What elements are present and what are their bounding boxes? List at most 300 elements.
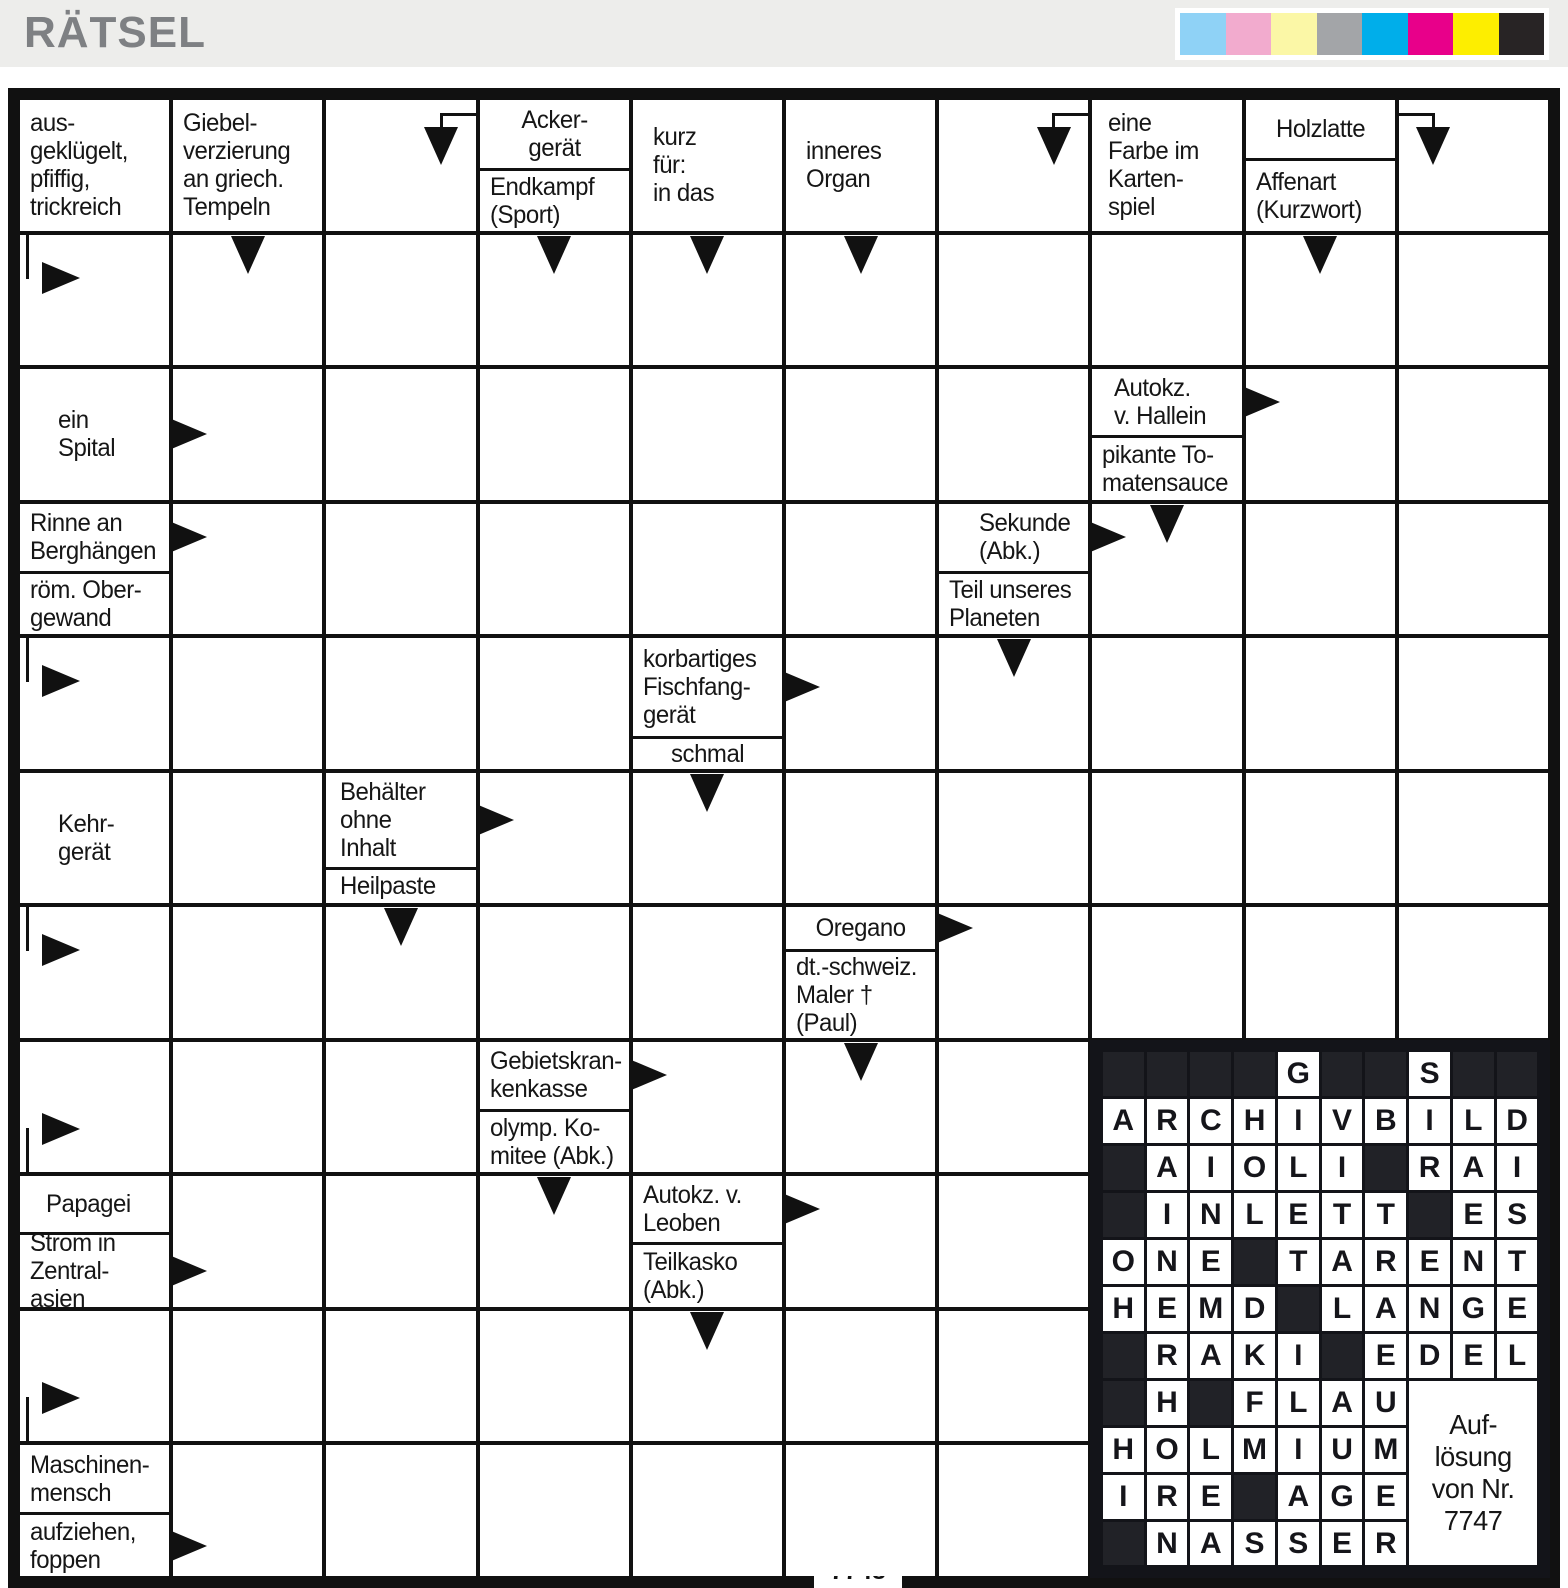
solution-cell: A bbox=[1453, 1146, 1494, 1190]
clue-text: kurz bbox=[652, 123, 697, 152]
answer-cell[interactable] bbox=[939, 369, 1088, 500]
clue-text: Papagei bbox=[46, 1190, 131, 1219]
solution-cell: U bbox=[1365, 1381, 1406, 1425]
answer-cell[interactable] bbox=[939, 100, 1088, 231]
down-arrow-icon bbox=[384, 908, 418, 946]
clue-box bbox=[633, 739, 782, 769]
solution-black-cell bbox=[1103, 1334, 1144, 1378]
solution-cell: B bbox=[1365, 1099, 1406, 1143]
clue-box bbox=[1092, 100, 1257, 231]
clue-text: mitee (Abk.) bbox=[489, 1142, 614, 1171]
answer-cell[interactable] bbox=[633, 907, 782, 1038]
clue-text: korbartiges bbox=[642, 645, 757, 674]
clue-text: eine bbox=[1108, 109, 1152, 138]
answer-cell[interactable] bbox=[1399, 369, 1548, 500]
clue-text: Gebietskran- bbox=[489, 1047, 622, 1076]
solution-black-cell bbox=[1497, 1052, 1538, 1096]
clue-text: dt.-schweiz. bbox=[796, 953, 917, 982]
right-arrow-icon bbox=[782, 671, 820, 703]
right-arrow-icon bbox=[169, 1530, 207, 1562]
solution-cell: E bbox=[1278, 1193, 1319, 1237]
solution-cell: I bbox=[1409, 1099, 1450, 1143]
answer-cell[interactable] bbox=[1246, 773, 1395, 904]
answer-cell[interactable] bbox=[326, 1445, 475, 1576]
clue-text: kenkasse bbox=[489, 1075, 588, 1104]
elbow-line bbox=[26, 636, 29, 682]
clue-box bbox=[480, 100, 629, 168]
solution-cell: L bbox=[1278, 1381, 1319, 1425]
answer-cell[interactable] bbox=[786, 1445, 935, 1576]
solution-label bbox=[1409, 1381, 1537, 1566]
clue-text: Maler † bbox=[796, 981, 873, 1010]
clue-text: für: bbox=[652, 151, 686, 180]
solution-cell: E bbox=[1190, 1475, 1231, 1519]
clue-text: Kehr- bbox=[58, 809, 115, 838]
clue-text: gerät bbox=[642, 701, 696, 730]
answer-cell[interactable] bbox=[1092, 638, 1241, 769]
clue-text: an griech. bbox=[183, 165, 284, 194]
answer-cell[interactable] bbox=[480, 369, 629, 500]
clue-box bbox=[1092, 369, 1263, 435]
solution-black-cell bbox=[1103, 1052, 1144, 1096]
answer-cell[interactable] bbox=[20, 638, 169, 769]
solution-cell: A bbox=[1147, 1146, 1188, 1190]
solution-cell: A bbox=[1322, 1240, 1363, 1284]
clue-text: foppen bbox=[30, 1545, 101, 1574]
solution-cell: A bbox=[1278, 1475, 1319, 1519]
clue-box bbox=[1246, 161, 1405, 231]
solution-cell: L bbox=[1234, 1193, 1275, 1237]
clue-text: (Abk.) bbox=[979, 537, 1041, 566]
elbow-down-arrow-icon bbox=[1037, 127, 1071, 165]
clue-text: geklügelt, bbox=[30, 137, 128, 166]
clue-text: Spital bbox=[58, 434, 116, 463]
solution-cell: G bbox=[1322, 1475, 1363, 1519]
clue-text: Fischfang- bbox=[642, 673, 751, 702]
clue-text: pikante To- bbox=[1102, 440, 1215, 469]
clue-box bbox=[20, 100, 179, 231]
solution-cell: K bbox=[1234, 1334, 1275, 1378]
clue-text: Oregano bbox=[815, 914, 906, 943]
solution-cell: E bbox=[1365, 1475, 1406, 1519]
clue-text: röm. Ober- bbox=[30, 575, 142, 604]
clue-box bbox=[633, 1245, 792, 1307]
clue-box bbox=[480, 171, 639, 231]
answer-cell[interactable] bbox=[939, 773, 1088, 904]
solution-cell: A bbox=[1365, 1287, 1406, 1331]
solution-cell: I bbox=[1278, 1428, 1319, 1472]
answer-cell[interactable] bbox=[173, 1176, 322, 1307]
solution-cell: A bbox=[1190, 1334, 1231, 1378]
solution-cell: E bbox=[1453, 1193, 1494, 1237]
clue-text: Giebel- bbox=[183, 109, 258, 138]
clue-box bbox=[20, 1176, 195, 1232]
solution-cell: U bbox=[1322, 1428, 1363, 1472]
down-arrow-icon bbox=[690, 774, 724, 812]
answer-cell[interactable] bbox=[939, 235, 1088, 366]
solution-cell: T bbox=[1322, 1193, 1363, 1237]
answer-cell[interactable] bbox=[633, 504, 782, 635]
solution-black-cell bbox=[1234, 1240, 1275, 1284]
clue-box bbox=[1246, 100, 1395, 158]
solution-cell: I bbox=[1497, 1146, 1538, 1190]
answer-cell[interactable] bbox=[1399, 100, 1548, 231]
clue-text: gerät bbox=[58, 837, 111, 866]
solution-black-cell bbox=[1103, 1522, 1144, 1566]
solution-cell: E bbox=[1147, 1287, 1188, 1331]
clue-text: Planeten bbox=[949, 603, 1041, 632]
answer-cell[interactable] bbox=[1399, 773, 1548, 904]
answer-cell[interactable] bbox=[173, 1311, 322, 1442]
color-swatch bbox=[1317, 13, 1363, 55]
solution-cell: S bbox=[1234, 1522, 1275, 1566]
clue-box bbox=[326, 870, 489, 904]
solution-cell: A bbox=[1103, 1099, 1144, 1143]
elbow-right-arrow-icon bbox=[42, 1113, 80, 1145]
solution-black-cell bbox=[1147, 1052, 1188, 1096]
solution-cell: E bbox=[1409, 1240, 1450, 1284]
clue-text: in das bbox=[652, 179, 714, 208]
solution-cell: L bbox=[1497, 1334, 1538, 1378]
elbow-down-arrow-icon bbox=[424, 127, 458, 165]
down-arrow-icon bbox=[690, 236, 724, 274]
answer-cell[interactable] bbox=[1092, 773, 1241, 904]
solution-cell: D bbox=[1234, 1287, 1275, 1331]
clue-text: aus- bbox=[30, 109, 75, 138]
clue-text: Karten- bbox=[1108, 165, 1184, 194]
down-arrow-icon bbox=[231, 236, 265, 274]
clue-box bbox=[633, 100, 802, 231]
answer-cell[interactable] bbox=[939, 1042, 1088, 1173]
solution-cell: R bbox=[1365, 1522, 1406, 1566]
clue-text: mensch bbox=[30, 1478, 112, 1507]
solution-black-cell bbox=[1190, 1381, 1231, 1425]
solution-cell: T bbox=[1497, 1240, 1538, 1284]
clue-text: schmal bbox=[670, 739, 744, 768]
answer-cell[interactable] bbox=[326, 100, 475, 231]
answer-cell[interactable] bbox=[326, 369, 475, 500]
solution-label-text: Auf- bbox=[1449, 1409, 1498, 1441]
right-arrow-icon bbox=[935, 912, 973, 944]
solution-cell: O bbox=[1147, 1428, 1188, 1472]
answer-cell[interactable] bbox=[939, 1311, 1088, 1442]
solution-black-cell bbox=[1234, 1052, 1275, 1096]
answer-cell[interactable] bbox=[480, 638, 629, 769]
clue-text: Leoben bbox=[642, 1209, 721, 1238]
solution-black-cell bbox=[1190, 1052, 1231, 1096]
answer-cell[interactable] bbox=[480, 1311, 629, 1442]
solution-cell: I bbox=[1190, 1146, 1231, 1190]
clue-box bbox=[480, 1112, 639, 1173]
clue-text: trickreich bbox=[30, 193, 122, 222]
solution-black-cell bbox=[1278, 1287, 1319, 1331]
clue-text: Maschinen- bbox=[30, 1450, 150, 1479]
solution-cell: L bbox=[1190, 1428, 1231, 1472]
answer-cell[interactable] bbox=[1399, 235, 1548, 366]
solution-cell: N bbox=[1147, 1240, 1188, 1284]
answer-cell[interactable] bbox=[786, 638, 935, 769]
answer-cell[interactable] bbox=[786, 369, 935, 500]
clue-text: olymp. Ko- bbox=[489, 1114, 600, 1143]
clue-text: (Paul) bbox=[796, 1009, 858, 1038]
answer-cell[interactable] bbox=[20, 1042, 169, 1173]
clue-text: Teilkasko bbox=[642, 1248, 738, 1277]
clue-text: Affenart bbox=[1255, 167, 1336, 196]
solution-cell: D bbox=[1409, 1334, 1450, 1378]
solution-cell: G bbox=[1453, 1287, 1494, 1331]
answer-cell[interactable] bbox=[1092, 907, 1241, 1038]
down-arrow-icon bbox=[844, 236, 878, 274]
down-arrow-icon bbox=[537, 236, 571, 274]
solution-label-text: 7747 bbox=[1444, 1505, 1503, 1537]
solution-black-cell bbox=[1234, 1475, 1275, 1519]
color-swatch bbox=[1499, 13, 1545, 55]
solution-cell: I bbox=[1147, 1193, 1188, 1237]
solution-cell: E bbox=[1365, 1334, 1406, 1378]
elbow-line bbox=[26, 233, 29, 279]
right-arrow-icon bbox=[782, 1193, 820, 1225]
clue-box bbox=[633, 638, 792, 736]
answer-cell[interactable] bbox=[1246, 907, 1395, 1038]
solution-cell: L bbox=[1453, 1099, 1494, 1143]
solution-cell: E bbox=[1322, 1522, 1363, 1566]
answer-cell[interactable] bbox=[1399, 907, 1548, 1038]
answer-cell[interactable] bbox=[1399, 504, 1548, 635]
solution-cell: L bbox=[1322, 1287, 1363, 1331]
print-color-calibration-bar bbox=[1175, 8, 1549, 60]
clue-box bbox=[786, 952, 945, 1038]
solution-cell: I bbox=[1103, 1475, 1144, 1519]
elbow-line bbox=[26, 1128, 29, 1174]
clue-box bbox=[20, 574, 179, 635]
clue-box bbox=[20, 1445, 179, 1512]
solution-cell: E bbox=[1453, 1334, 1494, 1378]
clue-box bbox=[326, 773, 489, 867]
clue-box bbox=[633, 1176, 792, 1242]
color-swatch bbox=[1226, 13, 1272, 55]
clue-text: ein bbox=[58, 406, 89, 435]
elbow-line bbox=[1397, 113, 1435, 116]
answer-cell[interactable] bbox=[326, 504, 475, 635]
clue-text: gewand bbox=[30, 603, 112, 632]
solution-cell: N bbox=[1409, 1287, 1450, 1331]
answer-cell[interactable] bbox=[173, 638, 322, 769]
clue-box bbox=[786, 100, 955, 231]
clue-box bbox=[20, 504, 179, 571]
answer-cell[interactable] bbox=[786, 504, 935, 635]
clue-text: Teil unseres bbox=[949, 575, 1072, 604]
solution-black-cell bbox=[1453, 1052, 1494, 1096]
answer-cell[interactable] bbox=[326, 1311, 475, 1442]
solution-cell: M bbox=[1234, 1428, 1275, 1472]
answer-cell[interactable] bbox=[633, 1445, 782, 1576]
answer-cell[interactable] bbox=[173, 1042, 322, 1173]
clue-text: Autokz. bbox=[1114, 374, 1192, 403]
solution-cell: S bbox=[1278, 1522, 1319, 1566]
clue-text: Zentral- bbox=[30, 1257, 109, 1286]
solution-cell: I bbox=[1278, 1099, 1319, 1143]
clue-text: Acker- bbox=[520, 106, 588, 134]
answer-cell[interactable] bbox=[173, 907, 322, 1038]
clue-text: Endkampf bbox=[489, 172, 594, 201]
solution-black-cell bbox=[1365, 1052, 1406, 1096]
clue-text: verzierung bbox=[183, 137, 291, 166]
clue-box bbox=[939, 574, 1098, 635]
elbow-right-arrow-icon bbox=[42, 665, 80, 697]
solution-black-cell bbox=[1103, 1146, 1144, 1190]
solution-cell: F bbox=[1234, 1381, 1275, 1425]
solution-cell: E bbox=[1190, 1240, 1231, 1284]
solution-cell: D bbox=[1497, 1099, 1538, 1143]
clue-box bbox=[20, 1515, 179, 1576]
solution-cell: I bbox=[1278, 1334, 1319, 1378]
clue-text: v. Hallein bbox=[1114, 402, 1207, 431]
clue-box bbox=[480, 1042, 639, 1109]
clue-text: Strom in bbox=[30, 1229, 116, 1258]
solution-cell: R bbox=[1365, 1240, 1406, 1284]
solution-cell: A bbox=[1322, 1381, 1363, 1425]
clue-text: Autokz. v. bbox=[642, 1181, 742, 1210]
solution-cell: O bbox=[1103, 1240, 1144, 1284]
clue-text: gerät bbox=[528, 134, 581, 162]
clue-box bbox=[173, 100, 332, 231]
down-arrow-icon bbox=[844, 1043, 878, 1081]
answer-cell[interactable] bbox=[1092, 235, 1241, 366]
answer-cell[interactable] bbox=[326, 638, 475, 769]
color-swatch bbox=[1271, 13, 1317, 55]
solution-cell: S bbox=[1409, 1052, 1450, 1096]
answer-cell[interactable] bbox=[326, 1176, 475, 1307]
answer-cell[interactable] bbox=[1246, 638, 1395, 769]
solution-cell: G bbox=[1278, 1052, 1319, 1096]
solution-cell: R bbox=[1147, 1099, 1188, 1143]
down-arrow-icon bbox=[1303, 236, 1337, 274]
clue-text: (Sport) bbox=[489, 200, 560, 229]
color-swatch bbox=[1362, 13, 1408, 55]
answer-cell[interactable] bbox=[1246, 504, 1395, 635]
solution-cell: E bbox=[1497, 1287, 1538, 1331]
right-arrow-icon bbox=[169, 1255, 207, 1287]
clue-text: asien bbox=[30, 1285, 85, 1314]
answer-cell[interactable] bbox=[1399, 638, 1548, 769]
answer-cell[interactable] bbox=[939, 1445, 1088, 1576]
answer-cell[interactable] bbox=[786, 773, 935, 904]
solution-black-cell bbox=[1365, 1146, 1406, 1190]
solution-label-text: lösung bbox=[1434, 1441, 1512, 1473]
clue-text: Rinne an bbox=[30, 509, 123, 538]
right-arrow-icon bbox=[169, 418, 207, 450]
solution-cell: R bbox=[1147, 1475, 1188, 1519]
solution-cell: N bbox=[1453, 1240, 1494, 1284]
elbow-down-arrow-icon bbox=[1416, 127, 1450, 165]
solution-cell: R bbox=[1147, 1334, 1188, 1378]
solution-cell: M bbox=[1365, 1428, 1406, 1472]
answer-cell[interactable] bbox=[20, 235, 169, 366]
clue-text: (Abk.) bbox=[642, 1276, 704, 1305]
down-arrow-icon bbox=[1150, 505, 1184, 543]
clue-text: Berghängen bbox=[30, 537, 156, 566]
solution-cell: H bbox=[1234, 1099, 1275, 1143]
down-arrow-icon bbox=[690, 1312, 724, 1350]
clue-text: Behälter bbox=[340, 777, 426, 806]
down-arrow-icon bbox=[537, 1177, 571, 1215]
clue-text: (Kurzwort) bbox=[1255, 195, 1362, 224]
answer-cell[interactable] bbox=[326, 1042, 475, 1173]
clue-box bbox=[1092, 438, 1251, 500]
clue-text: Heilpaste bbox=[340, 872, 437, 901]
color-swatch bbox=[1453, 13, 1499, 55]
solution-grid bbox=[1090, 1040, 1550, 1578]
answer-cell[interactable] bbox=[480, 773, 629, 904]
solution-cell: O bbox=[1234, 1146, 1275, 1190]
solution-cell: S bbox=[1497, 1193, 1538, 1237]
right-arrow-icon bbox=[476, 804, 514, 836]
answer-cell[interactable] bbox=[939, 1176, 1088, 1307]
clue-text: matensauce bbox=[1102, 468, 1229, 497]
clue-text: aufziehen, bbox=[30, 1517, 136, 1546]
solution-cell: M bbox=[1190, 1287, 1231, 1331]
solution-black-cell bbox=[1409, 1193, 1450, 1237]
solution-cell: T bbox=[1278, 1240, 1319, 1284]
solution-cell: H bbox=[1103, 1428, 1144, 1472]
clue-text: Farbe im bbox=[1108, 137, 1200, 166]
clue-text: Inhalt bbox=[340, 833, 397, 862]
solution-cell: A bbox=[1190, 1522, 1231, 1566]
clue-text: Tempeln bbox=[183, 193, 271, 222]
color-swatch bbox=[1408, 13, 1454, 55]
answer-cell[interactable] bbox=[20, 907, 169, 1038]
clue-text: Sekunde bbox=[979, 509, 1071, 538]
clue-text: spiel bbox=[1108, 193, 1156, 222]
solution-cell: L bbox=[1278, 1146, 1319, 1190]
answer-cell[interactable] bbox=[633, 369, 782, 500]
elbow-line bbox=[1052, 113, 1090, 116]
answer-cell[interactable] bbox=[326, 235, 475, 366]
elbow-line bbox=[26, 905, 29, 951]
clue-text: pfiffig, bbox=[30, 165, 90, 194]
answer-cell[interactable] bbox=[786, 1311, 935, 1442]
color-swatch bbox=[1180, 13, 1226, 55]
answer-cell[interactable] bbox=[480, 1445, 629, 1576]
right-arrow-icon bbox=[169, 521, 207, 553]
elbow-right-arrow-icon bbox=[42, 262, 80, 294]
elbow-right-arrow-icon bbox=[42, 1382, 80, 1414]
down-arrow-icon bbox=[997, 639, 1031, 677]
answer-cell[interactable] bbox=[480, 907, 629, 1038]
solution-cell: N bbox=[1147, 1522, 1188, 1566]
answer-cell[interactable] bbox=[20, 1311, 169, 1442]
solution-label-text: von Nr. bbox=[1432, 1473, 1515, 1505]
clue-text: ohne bbox=[340, 805, 392, 834]
solution-cell: T bbox=[1365, 1193, 1406, 1237]
clue-text: Holzlatte bbox=[1275, 115, 1365, 143]
solution-black-cell bbox=[1322, 1334, 1363, 1378]
elbow-line bbox=[26, 1397, 29, 1443]
right-arrow-icon bbox=[1242, 386, 1280, 418]
right-arrow-icon bbox=[1088, 521, 1126, 553]
elbow-right-arrow-icon bbox=[42, 934, 80, 966]
solution-black-cell bbox=[1103, 1381, 1144, 1425]
solution-black-cell bbox=[1103, 1193, 1144, 1237]
clue-text: Organ bbox=[806, 165, 871, 194]
answer-cell[interactable] bbox=[480, 504, 629, 635]
solution-cell: C bbox=[1190, 1099, 1231, 1143]
clue-box bbox=[786, 907, 935, 949]
solution-cell: H bbox=[1103, 1287, 1144, 1331]
solution-cell: V bbox=[1322, 1099, 1363, 1143]
solution-black-cell bbox=[1322, 1052, 1363, 1096]
clue-box bbox=[20, 1229, 179, 1314]
